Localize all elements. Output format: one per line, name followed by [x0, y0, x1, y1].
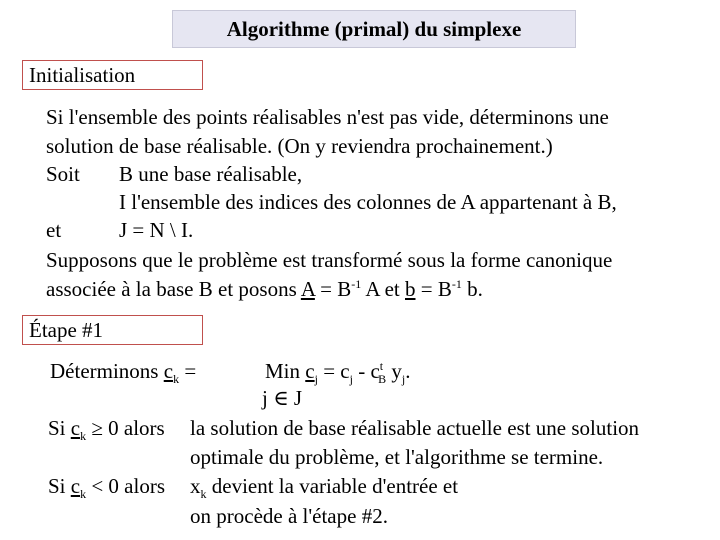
- init-line-7-mid: A et: [361, 277, 405, 301]
- init-line-4: I l'ensemble des indices des colonnes de A appartenant à B,: [119, 190, 617, 214]
- init-line-5: J = N \ I.: [119, 218, 194, 242]
- step1-index-set: j ∈ J: [262, 386, 303, 410]
- min-c: c: [305, 359, 315, 383]
- init-line-2: solution de base réalisable. (On y reviendra prochainement.): [46, 134, 553, 158]
- case2-x: x: [190, 474, 201, 498]
- min-j: j: [314, 372, 318, 387]
- inverse-exponent-1: -1: [351, 277, 362, 291]
- min-j2: j: [349, 372, 353, 387]
- inverse-exponent-2: -1: [451, 277, 462, 291]
- case1-k: k: [80, 429, 87, 444]
- reduced-cost-k: k: [173, 372, 180, 387]
- case2-pre: Si: [48, 474, 71, 498]
- case1-c: c: [70, 416, 81, 440]
- case2-result-2: on procède à l'étape #2.: [190, 504, 388, 528]
- init-line-5-lead: et: [46, 218, 62, 242]
- min-t: t: [379, 359, 384, 373]
- case2-k: k: [80, 487, 87, 502]
- init-line-7-end: b.: [461, 277, 483, 301]
- matrix-a-underlined: A: [300, 277, 315, 301]
- case2-c: c: [70, 474, 81, 498]
- page-title: Algorithme (primal) du simplexe: [172, 10, 576, 48]
- step1-min-formula: [265, 359, 411, 387]
- step1-determine: [50, 359, 197, 387]
- section-etape-1: Étape #1: [22, 315, 203, 345]
- case2-condition: [48, 474, 166, 502]
- min-j3: j: [401, 372, 406, 387]
- vector-b-underlined: b: [405, 277, 416, 301]
- init-line-1: Si l'ensemble des points réalisables n'est pas vide, déterminons une: [46, 105, 609, 129]
- case1-condition: [48, 416, 165, 444]
- init-line-7-eq2: = B: [415, 277, 452, 301]
- min-eq: = c: [317, 359, 350, 383]
- init-line-3-lead: Soit: [46, 162, 80, 186]
- case1-pre: Si: [48, 416, 71, 440]
- min-minus: - c: [352, 359, 380, 383]
- step1-determine-pre: Déterminons: [50, 359, 164, 383]
- init-line-7: [46, 277, 483, 301]
- init-line-7-eq1: = B: [314, 277, 352, 301]
- case1-result-2: optimale du problème, et l'algorithme se termine.: [190, 445, 604, 469]
- case2-result-1: [190, 474, 459, 502]
- section-initialisation: Initialisation: [22, 60, 203, 90]
- init-line-7-pre: associée à la base B et posons: [46, 277, 301, 301]
- case1-result-1: la solution de base réalisable actuelle est une solution: [190, 416, 640, 440]
- min-pre: Min: [265, 359, 306, 383]
- case2-k2: k: [200, 487, 207, 502]
- min-y: y: [386, 359, 402, 383]
- case2-cond: < 0 alors: [86, 474, 166, 498]
- init-line-6: Supposons que le problème est transformé sous la forme canonique: [46, 248, 613, 272]
- init-line-3: B une base réalisable,: [119, 162, 303, 186]
- case1-cond: ≥ 0 alors: [86, 416, 165, 440]
- step1-determine-eq: =: [179, 359, 197, 383]
- case2-r1: devient la variable d'entrée et: [206, 474, 459, 498]
- reduced-cost-c: c: [163, 359, 174, 383]
- min-B: B: [378, 372, 387, 387]
- min-end: .: [405, 359, 411, 383]
